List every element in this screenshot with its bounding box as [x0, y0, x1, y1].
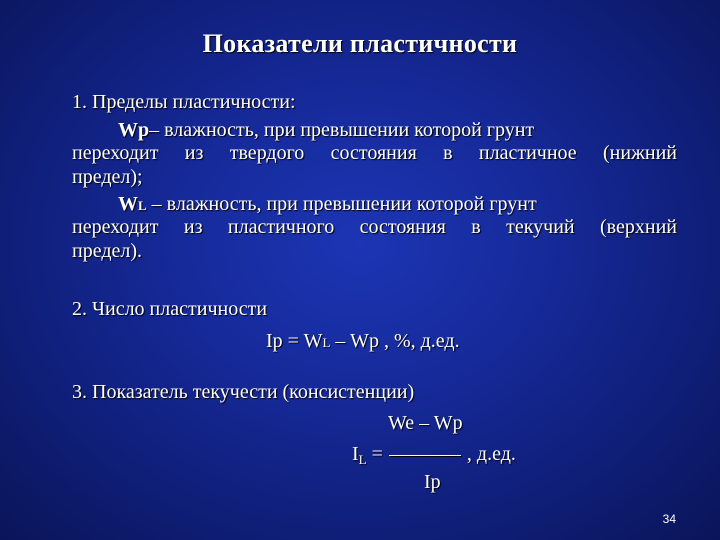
equals-sign: =	[366, 443, 383, 465]
fraction-line	[389, 455, 461, 457]
wp-line1-text: – влажность, при превышении которой грунт	[149, 119, 535, 141]
wp-definition-line2: переходит из твердого состояния в пластичное (нижний	[72, 142, 677, 164]
section2-heading: 2. Число пластичности	[72, 298, 268, 320]
formula-rhs: – Wp , %, д.ед.	[330, 330, 460, 352]
plasticity-index-formula	[266, 329, 460, 355]
fraction-denominator: Ip	[424, 471, 441, 493]
formula-lhs: Ip = W	[266, 330, 323, 352]
formula-subscript: L	[322, 335, 331, 350]
liquidity-index-formula	[352, 442, 516, 472]
page-number: 34	[662, 512, 676, 526]
wp-definition-line1	[118, 118, 534, 142]
liquidity-units: , д.ед.	[466, 443, 516, 465]
liquidity-lhs: I	[352, 443, 359, 465]
fraction-numerator: We – Wp	[388, 412, 463, 434]
wl-definition-line3: предел).	[72, 240, 143, 262]
slide-title: Показатели пластичности	[202, 29, 518, 58]
liquidity-lhs-subscript: L	[358, 452, 367, 467]
wl-subscript: L	[138, 198, 147, 213]
wl-definition-line2: переходит из пластичного состояния в текучий (верхний	[72, 216, 677, 238]
wl-definition-line1	[118, 192, 537, 218]
section1-heading: 1. Пределы пластичности:	[72, 91, 296, 113]
section3-heading: 3. Показатель текучести (консистенции)	[72, 381, 415, 403]
wl-line1-text: – влажность, при превышении которой грунт	[146, 193, 537, 215]
wp-symbol: Wp	[118, 119, 150, 141]
wl-symbol: W	[118, 193, 138, 215]
wp-definition-line3: предел);	[72, 166, 143, 188]
